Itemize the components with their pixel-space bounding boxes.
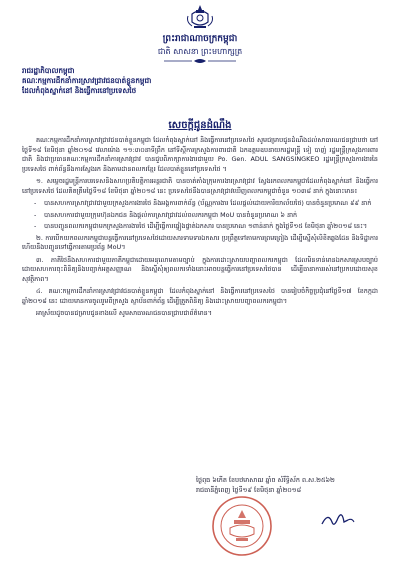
lunar-date: ថ្ងៃពុធ ៦កើត ខែបឋមាសាឍ ឆ្នាំច សំរឹទ្ធិស័ក ព.ស.២៥៦២ — [196, 476, 335, 484]
national-motto: ជាតិ សាសនា ព្រះមហាក្សត្រ — [157, 47, 243, 56]
point-3-paragraph: ៣. ភាគីថៃនឹងសហការជាមួយភាគីកម្ពុជាដោយអនុលោមតាមច្បាប់ ក្នុងការដោះស្រាយបញ្ហាពលករកម្ពុជា ដែលមិនទាន់មានឯកសារស្របច្បាប់ ដោយសហការចុះពិនិត្យនិងបញ្ជាក់អត្តសញ្ញាណ និងស្នើសុំឲ្យពលករទាំងនោះអាចបន្តធ្វើការនៅប្រទេសថៃបាន ដើម្បីធានាការរស់នៅប្រកបដោយសុខសុវត្ថិភាព។ — [22, 255, 378, 283]
place-date: រាជធានីភ្នំពេញ ថ្ងៃទី១៩ ខែមិថុនា ឆ្នាំ២០១៨ — [196, 485, 302, 494]
issuer-government: រាជរដ្ឋាភិបាលកម្ពុជា — [22, 66, 75, 75]
signature-icon — [318, 508, 358, 530]
signoff-block — [196, 476, 386, 495]
point-2-paragraph: ២. ការបើកយកពលករកម្ពុជាបន្តធ្វើការនៅប្រទេសថៃដោយសារទាមទារឯកសារ ប្រព្រឹត្តទៅតាមការព្រមព្រៀង ដើម្បីស្នើសុំលិខិតឆ្លងដែន និងទិដ្ឋាការ ហើយនឹងបញ្ជូនទៅធ្វើការតាមប្រព័ន្ធ MoU។ — [22, 233, 378, 251]
bullet-item: - បានបញ្ជូនពលករកម្ពុជាមកក្រសួងការងារថៃ ដើម្បីធ្វើការផ្ទៀងផ្ទាត់ឯកសារ បានប្រមាណ ១ពាន់នាក់ ក្នុងថ្ងៃទី១៥ ខែមិថុនា ឆ្នាំ២០១៨ នេះ។ — [22, 222, 378, 232]
kingdom-name: ព្រះរាជាណាចក្រកម្ពុជា — [162, 34, 238, 44]
issuer-committee: គណៈកម្មការដឹកនាំការស្រាវជ្រាវជនបាត់ខ្លួនកម្ពុជា — [22, 76, 152, 85]
official-stamp-icon — [210, 494, 274, 558]
issuer-committee-scope: ដែលកំពុងស្នាក់នៅ និងធ្វើការនៅប្រទេសថៃ — [22, 86, 137, 95]
point-4-paragraph: ៤. គណៈកម្មការដឹកនាំការស្រាវជ្រាវជនបាត់ខ្លួនកម្ពុជា ដែលកំពុងស្នាក់នៅ និងធ្វើការនៅប្រទេសថៃ បានរៀបចំកិច្ចប្រជុំនៅថ្ងៃទី១៧ ខែកក្កដា ឆ្នាំ២០១៨ នេះ ដោយមានការចូលរួមពីក្រសួង ស្ថាប័នពាក់ព័ន្ធ ដើម្បីត្រួតពិនិត្យ និងដោះស្រាយបញ្ហាពលករកម្ពុជា។ — [22, 287, 378, 305]
document-body — [22, 136, 378, 322]
point-1-paragraph: ១. សម្តេចរដ្ឋមន្ត្រីការបរទេសនិងសហប្រតិបត្តិការអន្តរជាតិ បានចាត់តាំងក្រុមការងារស្រាវជ្រាវ ស្វែងរកពលករកម្ពុជាដែលកំពុងស្នាក់នៅ និងធ្វើការនៅប្រទេសថៃ ដែលគិតត្រឹមថ្ងៃទី១៨ ខែមិថុនា ឆ្នាំ២០១៨ នេះ ប្រទេសថៃនឹងបានស្រាវជ្រាវឃើញពលករកម្ពុជាចំនួន ១០៣៨ នាក់ ក្នុងនោះមាន៖ — [22, 177, 378, 195]
intro-paragraph: គណៈកម្មការដឹកនាំការស្រាវជ្រាវជនបាត់ខ្លួនកម្ពុជា ដែលកំពុងស្នាក់នៅ និងធ្វើការនៅប្រទេសថៃ សូមជម្រាបជូនដំណឹងដល់សាធារណជនជ្រាបថា នៅថ្ងៃទី១៨ ខែមិថុនា ឆ្នាំ២០១៨ វេលាម៉ោង ១១:៣០នាទីព្រឹក នៅទីស្តីការក្រសួងការពារជាតិ ឯកឧត្តមឧបនាយករដ្ឋមន្ត្រី ទៀ បាញ់ រដ្ឋមន្ត្រីក្រសួងការពារជាតិ និងជាប្រធានគណៈកម្មការដឹកនាំការស្រាវជ្រាវ បានជួបពិភាក្សាការងារជាមួយ Po. Gen. ADUL SANGSINGKEO រដ្ឋមន្ត្រីក្រសួងការងារនៃប្រទេសថៃ ពាក់ព័ន្ធនឹងការស្វែងរក និងតាមដានពលករខ្មែរ ដែលបាត់ខ្លួននៅប្រទេសថៃ ។ — [22, 136, 378, 173]
issuer-block — [22, 66, 292, 96]
royal-emblem-icon — [186, 4, 214, 30]
bullet-item: - បានសហការជាមួយក្រុមហ៊ុនឯកជន និងផ្តល់ការស្រាវជ្រាវដល់ពលករកម្ពុជា MoU បានចំនួនប្រមាណ ៦ នាក់ — [22, 211, 378, 221]
closing-paragraph: អាស្រ័យដូចបានជម្រាបជូនខាងលើ សូមសាធារណជនបានជ្រាបជាព័ត៌មាន។ — [36, 309, 212, 317]
document-title: សេចក្តីជូនដំណឹង — [168, 120, 232, 131]
bullet-item: - បានសហការស្រាវជ្រាវជាមួយក្រសួងការងារថៃ និងអង្គការពាក់ព័ន្ធ (ប័ណ្ណការងារ ដែលផ្តល់ដោយការិយាល័យថៃ) បានចំនួនប្រមាណ ៩៩ នាក់ — [22, 199, 378, 209]
divider-ornament-icon — [164, 58, 236, 64]
